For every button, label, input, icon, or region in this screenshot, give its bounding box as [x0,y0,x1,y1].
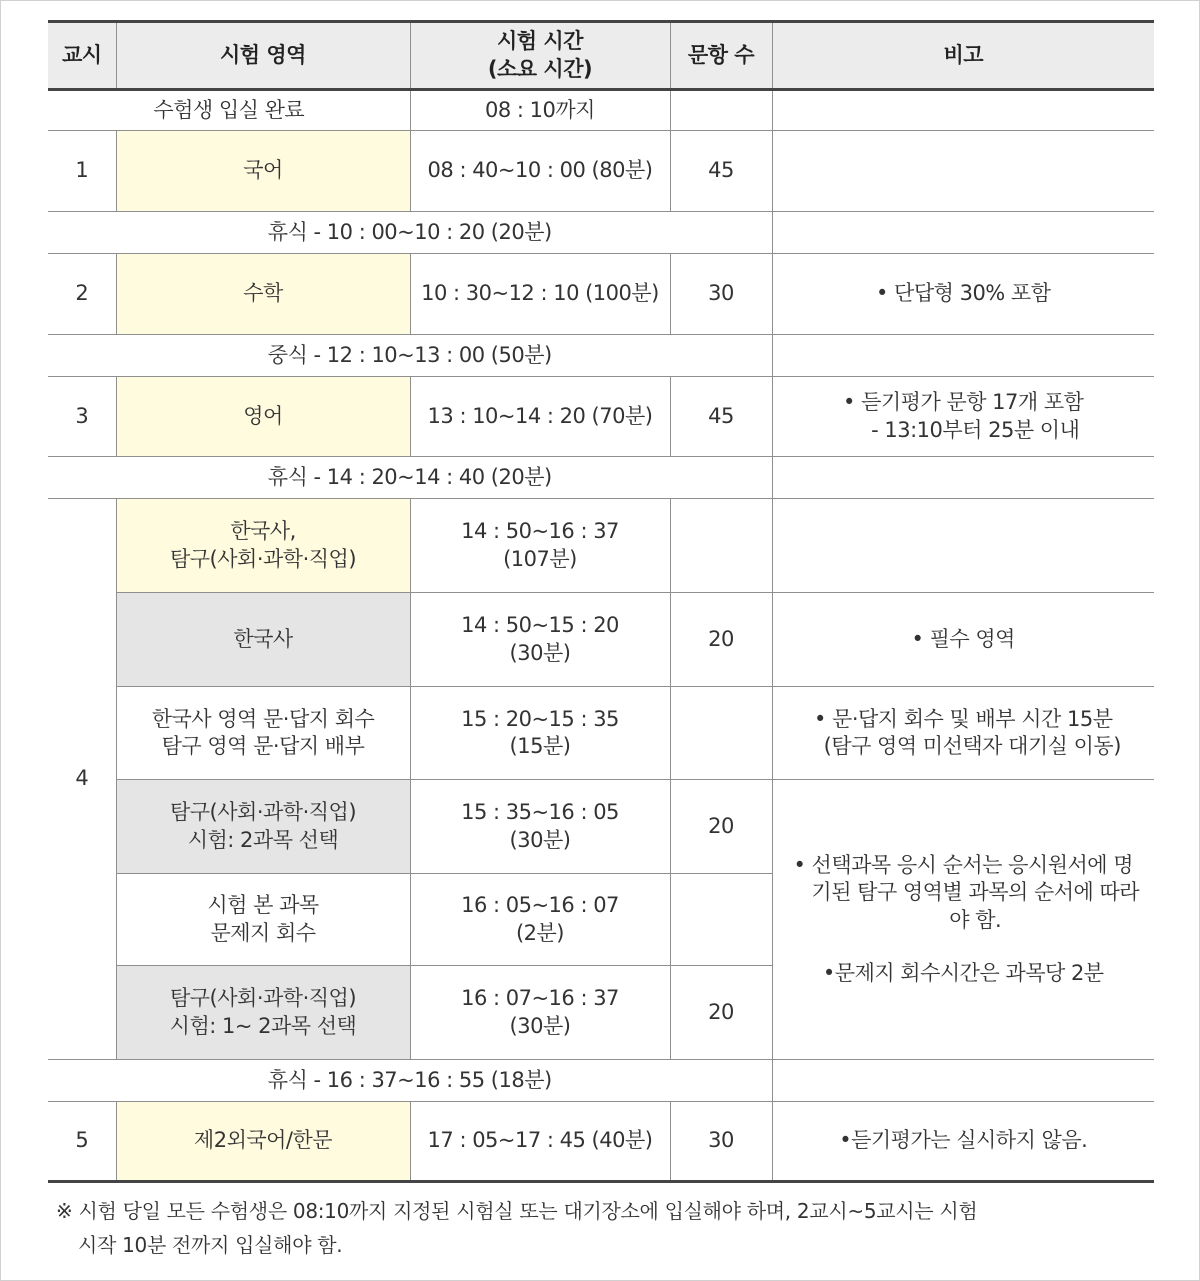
period-5-time: 17 : 05~17 : 45 (40분) [410,1102,670,1182]
period-4-e-time-line2: (2분) [515,920,565,945]
period-4-c-count [670,687,772,780]
merged-note-line4: •문제지 회수시간은 과목당 2분 [822,960,1104,985]
period-4-b-note: • 필수 영역 [772,593,1154,687]
period-4-a-time [410,499,670,593]
row-period-4-c [48,687,1154,780]
period-4-a-subject-line2: 탐구(사회·과학·직업) [169,546,357,571]
period-2-note: • 단답형 30% 포함 [772,254,1154,335]
period-1-count: 45 [670,131,772,212]
period-4-f-subject-line2: 시험: 1~ 2과목 선택 [169,1013,357,1038]
period-4-e-subject [116,874,410,966]
exam-schedule-table [48,20,1154,1183]
header-time-line1: 시험 시간 [497,29,583,54]
period-3-time: 13 : 10~14 : 20 (70분) [410,377,670,457]
period-4-e-time-line1: 16 : 05~16 : 07 [461,893,619,918]
period-4-b-subject: 한국사 [116,593,410,687]
header-count: 문항 수 [670,22,772,90]
period-4-merged-note [772,780,1154,1060]
period-4-b-time [410,593,670,687]
header-note: 비고 [772,22,1154,90]
period-4-e-count [670,874,772,966]
period-4-f-time-line2: (30분) [509,1013,571,1038]
merged-note-line1: • 선택과목 응시 순서는 응시원서에 명 [793,852,1134,877]
break-3-note [772,1060,1154,1102]
break-2-label: 휴식 - 14 : 20~14 : 40 (20분) [48,457,772,499]
header-row [48,22,1154,90]
period-3-subject: 영어 [116,377,410,457]
period-4-d-subject-line1: 탐구(사회·과학·직업) [169,800,357,825]
period-3-note-line2: - 13:10부터 25분 이내 [871,417,1080,442]
period-3-note-line1: • 듣기평가 문항 17개 포함 [843,390,1084,415]
footnote [56,1194,1156,1262]
period-4-a-subject [116,499,410,593]
period-3-note [772,377,1154,457]
period-4-a-count [670,499,772,593]
row-period-1 [48,131,1154,212]
period-4-c-time-line1: 15 : 20~15 : 35 [461,706,619,731]
period-4-number: 4 [48,499,116,1060]
period-2-time: 10 : 30~12 : 10 (100분) [410,254,670,335]
period-5-number: 5 [48,1102,116,1182]
row-break-3 [48,1060,1154,1102]
lunch-label: 중식 - 12 : 10~13 : 00 (50분) [48,335,772,377]
period-3-number: 3 [48,377,116,457]
row-lunch [48,335,1154,377]
row-period-3 [48,377,1154,457]
period-4-c-subject-line2: 탐구 영역 문·답지 배부 [161,734,365,758]
period-4-c-time-line2: (15분) [509,734,571,758]
period-3-count: 45 [670,377,772,457]
break-1-note [772,212,1154,254]
row-period-4-a [48,499,1154,593]
period-4-a-time-line2: (107분) [503,546,577,571]
period-4-f-count: 20 [670,966,772,1060]
period-4-d-time-line1: 15 : 35~16 : 05 [461,800,619,825]
period-4-c-note-line2: (탐구 영역 미선택자 대기실 이동) [823,734,1121,758]
period-1-subject: 국어 [116,131,410,212]
period-5-subject: 제2외국어/한문 [116,1102,410,1182]
footnote-line1: 시험 당일 모든 수험생은 08:10까지 지정된 시험실 또는 대기장소에 입실해야 하며, 2교시~5교시는 시험 [78,1199,978,1223]
break-3-label: 휴식 - 16 : 37~16 : 55 (18분) [48,1060,772,1102]
break-2-note [772,457,1154,499]
row-period-4-d [48,780,1154,874]
entry-time: 08 : 10까지 [410,90,670,131]
period-4-e-subject-line2: 문제지 회수 [210,920,316,945]
period-4-d-subject [116,780,410,874]
period-1-note [772,131,1154,212]
period-4-c-subject-line1: 한국사 영역 문·답지 회수 [151,706,375,731]
period-5-count: 30 [670,1102,772,1182]
period-4-a-time-line1: 14 : 50~16 : 37 [461,519,619,544]
row-entry [48,90,1154,131]
header-time-line2: (소요 시간) [487,56,593,81]
period-4-a-note [772,499,1154,593]
period-4-f-subject [116,966,410,1060]
header-period: 교시 [48,22,116,90]
period-2-number: 2 [48,254,116,335]
period-4-b-count: 20 [670,593,772,687]
period-4-c-note [772,687,1154,780]
merged-note-line2: 기된 탐구 영역별 과목의 순서에 따라 [811,880,1140,905]
period-4-c-note-line1: • 문·답지 회수 및 배부 시간 15분 [814,706,1113,731]
period-2-count: 30 [670,254,772,335]
merged-note-line3: 야 함. [949,907,1002,932]
period-4-f-time-line1: 16 : 07~16 : 37 [461,986,619,1011]
lunch-note [772,335,1154,377]
period-4-d-count: 20 [670,780,772,874]
period-4-d-subject-line2: 시험: 2과목 선택 [187,827,339,852]
period-2-subject: 수학 [116,254,410,335]
row-period-5 [48,1102,1154,1182]
period-4-e-subject-line1: 시험 본 과목 [207,893,319,918]
period-4-d-time-line2: (30분) [509,827,571,852]
period-1-number: 1 [48,131,116,212]
header-subject: 시험 영역 [116,22,410,90]
row-break-1 [48,212,1154,254]
period-4-b-time-line2: (30분) [509,640,571,665]
period-4-c-time [410,687,670,780]
period-4-f-time [410,966,670,1060]
period-5-note: •듣기평가는 실시하지 않음. [772,1102,1154,1182]
row-break-2 [48,457,1154,499]
period-4-a-subject-line1: 한국사, [230,519,296,544]
row-period-2 [48,254,1154,335]
entry-note [772,90,1154,131]
period-4-d-time [410,780,670,874]
period-4-f-subject-line1: 탐구(사회·과학·직업) [169,986,357,1011]
row-period-4-b [48,593,1154,687]
period-4-e-time [410,874,670,966]
footnote-line2: 시작 10분 전까지 입실해야 함. [78,1233,343,1257]
break-1-label: 휴식 - 10 : 00~10 : 20 (20분) [48,212,772,254]
period-1-time: 08 : 40~10 : 00 (80분) [410,131,670,212]
header-time [410,22,670,90]
entry-count [670,90,772,131]
period-4-b-time-line1: 14 : 50~15 : 20 [461,613,619,638]
period-4-c-subject [116,687,410,780]
footnote-mark: ※ [56,1199,73,1223]
entry-label: 수험생 입실 완료 [48,90,410,131]
